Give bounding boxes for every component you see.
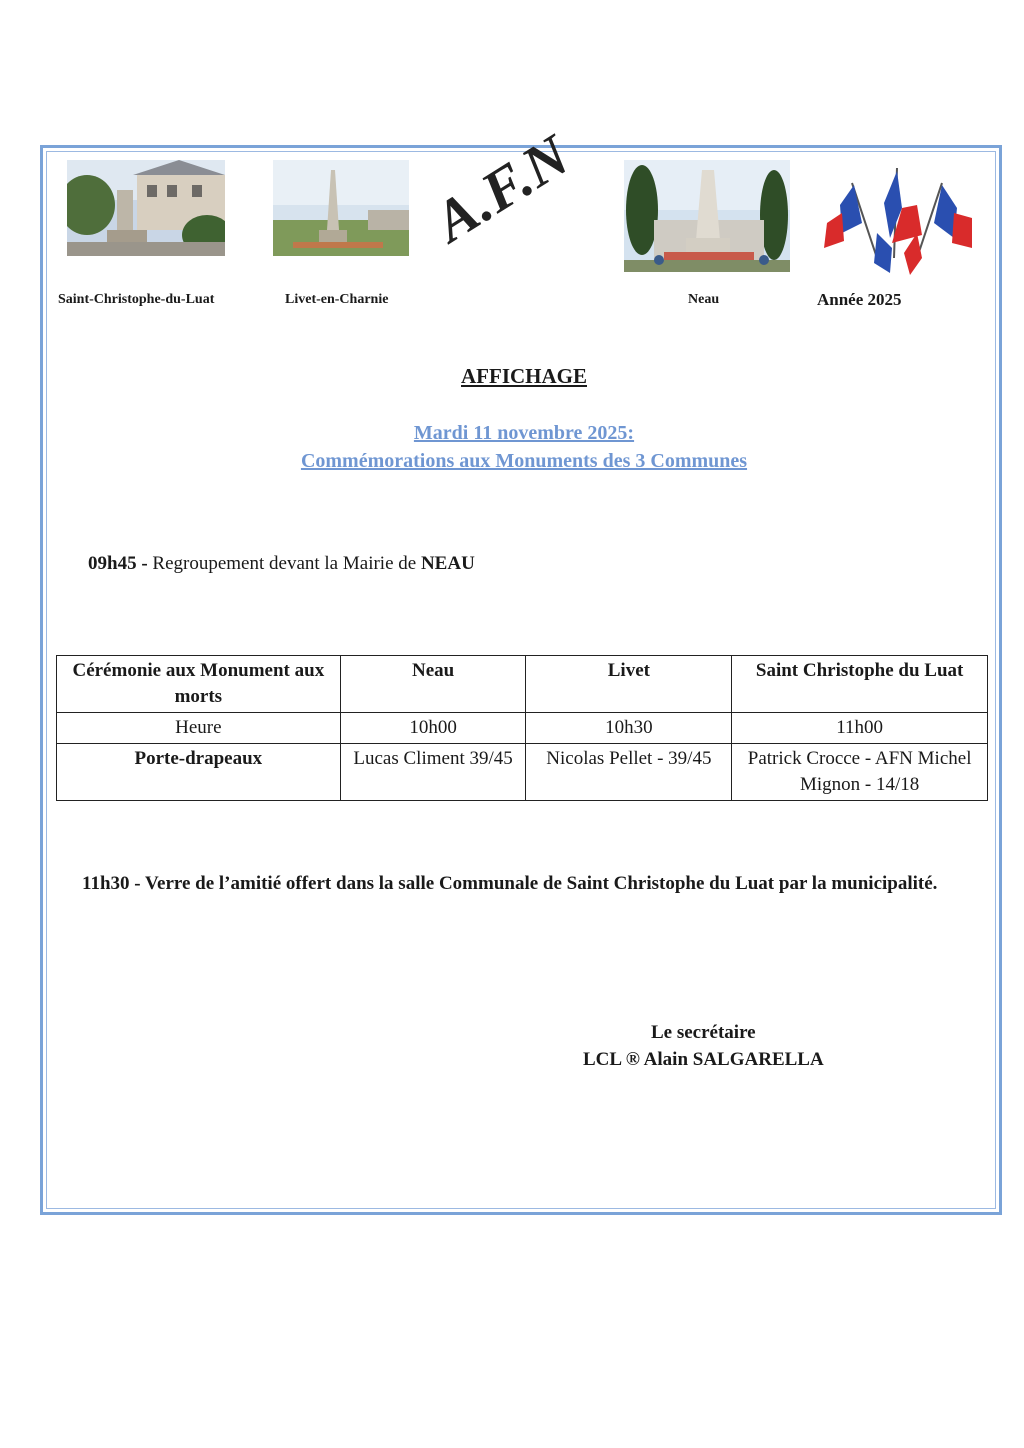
flag-bearer-livet: Nicolas Pellet - 39/45 xyxy=(526,744,732,801)
monument-livet-photo xyxy=(273,160,409,256)
flag-bearer-saint-christophe: Patrick Crocce - AFN Michel Mignon - 14/18 xyxy=(732,744,988,801)
schedule-table xyxy=(56,655,988,801)
event-date: Mardi 11 novembre 2025: xyxy=(413,422,635,444)
table-header-row xyxy=(57,656,988,713)
afn-logo: A.F.N xyxy=(423,121,582,255)
event-title: Commémorations aux Monuments des 3 Communes xyxy=(300,450,748,472)
caption-saint-christophe: Saint-Christophe-du-Luat xyxy=(58,292,215,307)
reception-time: 11h30 - xyxy=(82,873,141,894)
time-livet: 10h30 xyxy=(526,713,732,744)
year-label: Année 2025 xyxy=(817,290,902,309)
reception-paragraph xyxy=(50,870,990,897)
flag-bearers-label: Porte-drapeaux xyxy=(57,744,341,801)
gathering-line xyxy=(88,553,475,575)
french-flags-photo xyxy=(822,163,974,275)
gathering-text: Regroupement devant la Mairie de xyxy=(152,553,417,574)
caption-neau: Neau xyxy=(688,292,720,307)
header-ceremony: Cérémonie aux Monument aux morts xyxy=(57,656,341,713)
header-neau: Neau xyxy=(340,656,526,713)
monument-neau-photo xyxy=(624,160,790,272)
gathering-time: 09h45 - xyxy=(88,553,148,574)
header-saint-christophe: Saint Christophe du Luat xyxy=(732,656,988,713)
table-row-time xyxy=(57,713,988,744)
page-title: AFFICHAGE xyxy=(461,364,587,388)
time-neau: 10h00 xyxy=(340,713,526,744)
signature-role: Le secrétaire xyxy=(651,1022,756,1043)
reception-text: Verre de l’amitié offert dans la salle Communale de Saint Christophe du Luat par la municipalité. xyxy=(145,873,938,894)
signature-name: LCL ® Alain SALGARELLA xyxy=(583,1049,824,1070)
table-row-flags xyxy=(57,744,988,801)
monument-saint-christophe-photo xyxy=(67,160,225,256)
time-label: Heure xyxy=(57,713,341,744)
gathering-place: NEAU xyxy=(420,553,475,574)
time-saint-christophe: 11h00 xyxy=(732,713,988,744)
caption-livet: Livet-en-Charnie xyxy=(285,292,389,307)
header-livet: Livet xyxy=(526,656,732,713)
flag-bearer-neau: Lucas Climent 39/45 xyxy=(340,744,526,801)
